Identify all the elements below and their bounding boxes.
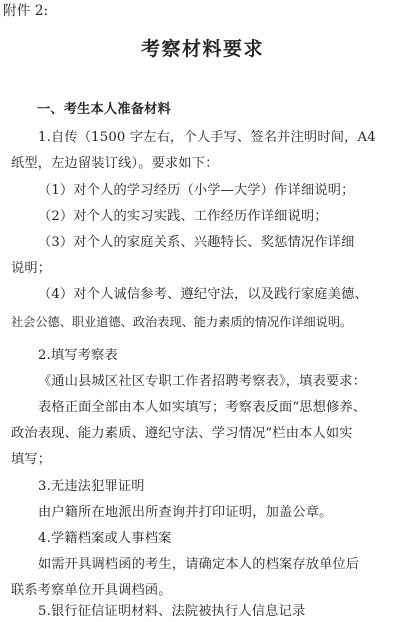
sub-item-4-line2: 社会公德、职业道德、政治表现、能力素质的情况作详细说明。 — [11, 315, 353, 329]
item5-title: 5.银行征信证明材料、法院被执行人信息记录 — [38, 604, 306, 619]
section-heading: 一、考生本人准备材料 — [37, 102, 171, 117]
item2-text-line3: 政治表现、能力素质、遵纪守法、学习情况”栏由本人如实 — [11, 426, 353, 441]
item4-title: 4.学籍档案或人事档案 — [38, 531, 172, 546]
item2-text-line1: 《通山县城区社区专职工作者招聘考察表》，填表要求： — [38, 374, 367, 389]
sub-item-2: （2）对个人的实习实践、工作经历作详细说明； — [38, 209, 328, 224]
item1-text-line2: 纸型，左边留装订线）。要求如下： — [11, 156, 219, 171]
item2-title: 2.填写考察表 — [38, 348, 118, 363]
item2-text-line4: 填写； — [11, 452, 52, 467]
sub-item-1: （1）对个人的学习经历（小学—大学）作详细说明； — [38, 183, 355, 198]
item3-title: 3.无违法犯罪证明 — [38, 479, 145, 494]
page-title: 考察材料要求 — [140, 38, 264, 60]
sub-item-3-line1: （3）对个人的家庭关系、兴趣特长、奖惩情况作详细 — [38, 235, 355, 250]
sub-item-4-line1: （4）对个人诚信参考、遵纪守法，以及践行家庭美德、 — [38, 287, 368, 302]
item4-text-line2: 联系考察单位开具调档函。 — [11, 583, 172, 598]
item3-text-line1: 由户籍所在地派出所查询并打印证明，加盖公章。 — [38, 505, 333, 520]
item4-text-line1: 如需开具调档函的考生，请确定本人的档案存放单位后 — [38, 557, 360, 572]
item2-text-line2: 表格正面全部由本人如实填写；考察表反面“思想修养、 — [38, 400, 367, 415]
sub-item-3-line2: 说明； — [11, 261, 52, 276]
attachment-label: 附件 2: — [3, 3, 49, 19]
item1-text-line1: 1.自传（1500 字左右，个人手写、签名并注明时间，A4 — [38, 130, 376, 145]
